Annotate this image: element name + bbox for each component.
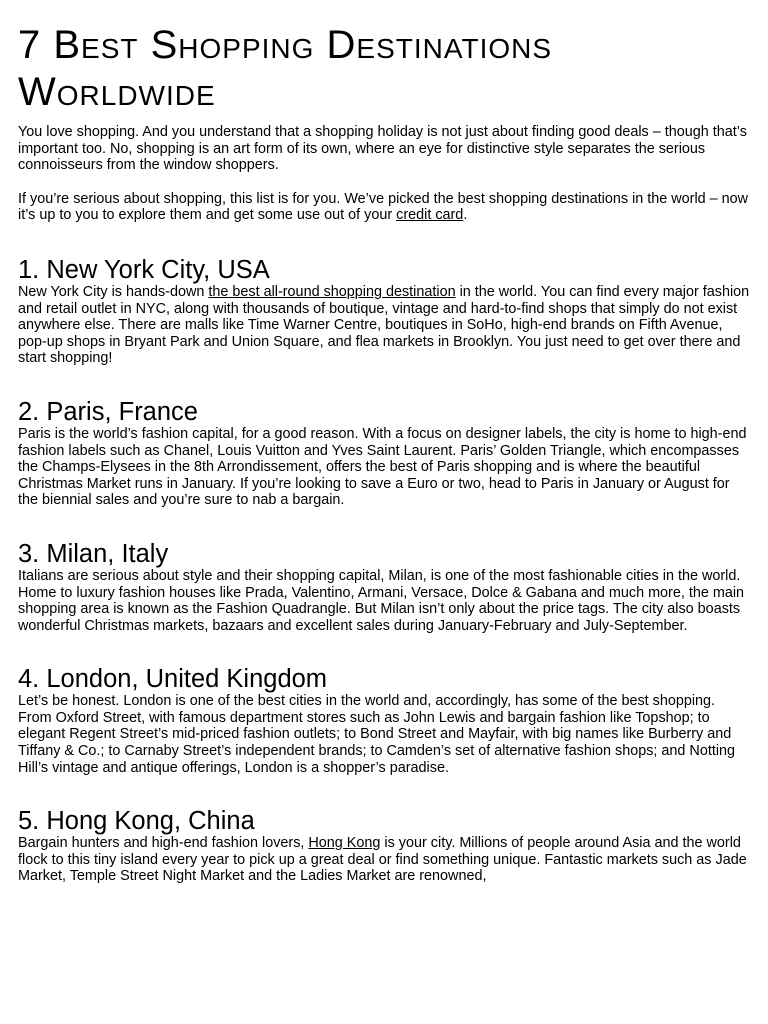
page-title: [18, 22, 750, 116]
document-page: [18, 22, 750, 916]
section-heading: 5. Hong Kong, China: [18, 807, 255, 836]
section-heading: 2. Paris, France: [18, 397, 198, 426]
page-title-line-2: Worldwide: [18, 70, 216, 114]
section-body-text: Bargain hunters and high-end fashion lovers,: [18, 835, 309, 852]
section-heading: 4. London, United Kingdom: [18, 665, 328, 694]
section-paris: [18, 398, 750, 509]
page-title-line-1: 7 Best Shopping Destinations: [18, 23, 553, 67]
best-shopping-destination-link[interactable]: the best all-round shopping destination: [208, 283, 456, 300]
intro-paragraph-2-end: .: [463, 207, 468, 224]
intro-paragraph-2-text: If you’re serious about shopping, this list is for you. We’ve picked the best shopping destinations in the world – now it’s up to you to explore them and get some use out of your: [18, 190, 749, 224]
section-london: [18, 665, 750, 776]
section-heading: 3. Milan, Italy: [18, 539, 169, 568]
section-hong-kong: [18, 807, 750, 885]
intro-paragraph-1: You love shopping. And you understand that a shopping holiday is not just about finding good deals – though that’s important too. No, shopping is an art form of its own, where an eye for distinctive style separates the serious connoisseurs from the window shoppers.: [18, 124, 747, 174]
section-body-text-end: in the world. You can find every major fashion and retail outlet in NYC, along with thousands of boutique, vintage and hard-to-find shops that simply do not exist anywhere else. There are malls like Time Warner Centre, boutiques in SoHo, high-end brands on Fifth Avenue, pop-up shops in Bryant Park and Union Square, and flea markets in Brooklyn. You just need to get over there and start shopping!: [18, 283, 750, 367]
intro-paragraph-2: [18, 191, 750, 224]
section-new-york: [18, 256, 750, 367]
section-body: [18, 835, 750, 885]
section-body: Italians are serious about style and their shopping capital, Milan, is one of the most fashionable cities in the world. Home to luxury fashion houses like Prada, Valentino, Armani, Versace, Dolce & Gabana and much more, the main shopping area is known as the Fashion Quadrangle. But Milan isn’t only about the price tags. The city also boasts wonderful Christmas markets, bazaars and excellent sales during January-February and July-September.: [18, 567, 745, 634]
section-heading: 1. New York City, USA: [18, 255, 270, 284]
credit-card-link[interactable]: credit card: [396, 207, 464, 224]
hong-kong-link[interactable]: Hong Kong: [308, 835, 381, 852]
section-milan: [18, 540, 750, 634]
section-body-text: New York City is hands-down: [18, 283, 209, 300]
section-body: Let’s be honest. London is one of the best cities in the world and, accordingly, has some of the best shopping. From Oxford Street, with famous department stores such as John Lewis and bargain fashion like Topshop; to elegant Regent Street’s mid-priced fashion outlets; to Bond Street and Mayfair, with big names like Burberry and Tiffany & Co.; to Carnaby Street’s independent brands; to Camden’s set of alternative fashion shops; and Notting Hill’s vintage and antique offerings, London is a shopper’s paradise.: [18, 693, 736, 776]
section-body-text-end: is your city. Millions of people around Asia and the world flock to this tiny island every year to pick up a great deal or find something unique. Fantastic markets such as Jade Market, Temple Street Night Market and the Ladies Market are renowned,: [18, 835, 747, 885]
section-body: [18, 284, 750, 367]
section-body: Paris is the world’s fashion capital, for a good reason. With a focus on designer labels, the city is home to high-end fashion labels such as Chanel, Louis Vuitton and Yves Saint Laurent. Paris’ Golden Triangle, which encompasses the Champs-Elysees in the 8th Arrondissement, offers the best of Paris shopping and is where the beautiful Christmas Market runs in January. If you’re looking to save a Euro or two, head to Paris in January or August for the biennial sales and you’re sure to nab a bargain.: [18, 425, 747, 509]
